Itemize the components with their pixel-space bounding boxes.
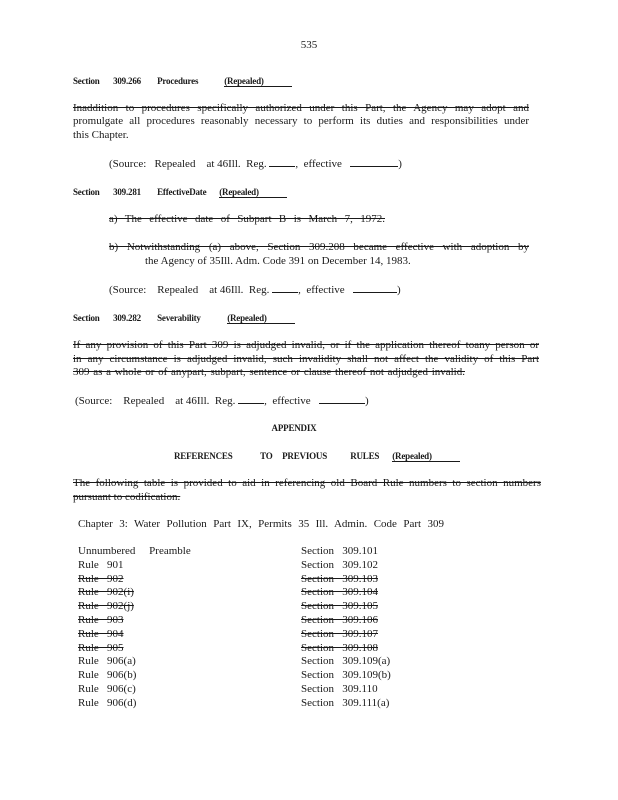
table-row xyxy=(78,669,498,683)
section-title: Effective xyxy=(157,187,190,197)
section-number: 309.266 xyxy=(113,76,141,86)
old-rule-cell: Rule 906(a) xyxy=(78,655,136,668)
section-309-281-heading xyxy=(73,187,287,198)
old-rule-cell: Rule 902(j) xyxy=(78,600,134,613)
text-line: a) The effective date of Subpart B is March 7, 1972. xyxy=(109,213,385,225)
text-line: pursuant to codification. xyxy=(73,490,181,503)
old-rule-cell: Rule 906(d) xyxy=(78,696,137,709)
repealed-status: (Repealed) xyxy=(227,313,295,324)
source-effective: effective xyxy=(303,158,342,170)
table-row xyxy=(78,600,498,614)
subheading-word: TO xyxy=(260,451,273,461)
table-row xyxy=(78,586,498,600)
source-close: ) xyxy=(364,395,369,407)
source-effective: effective xyxy=(272,395,311,407)
item-b-line-1 xyxy=(109,241,529,255)
new-section-cell: Section 309.109(a) xyxy=(301,655,391,668)
section-word: Section xyxy=(73,76,100,86)
section-title: Severability xyxy=(157,313,201,323)
text-line: Chapter 3: Water Pollution Part IX, Permits 35 Ill. Admin. Code Part 309 xyxy=(78,518,444,530)
source-close: ) xyxy=(396,284,401,296)
section-309-266-text-2 xyxy=(73,115,529,142)
section-word: Section xyxy=(73,313,100,323)
new-section-cell: Section 309.108 xyxy=(301,641,378,654)
text-line: b) Notwithstanding (a) above, Section 309.208 became effective with adoption by xyxy=(109,241,529,253)
old-rule-cell: Rule 906(c) xyxy=(78,682,136,695)
new-section-cell: Section 309.111(a) xyxy=(301,696,390,709)
old-rule-cell: Rule 903 xyxy=(78,613,124,626)
table-row xyxy=(78,683,498,697)
source-reg: Reg. xyxy=(248,284,270,296)
blank-line xyxy=(319,394,365,404)
section-number: 309.282 xyxy=(113,313,141,323)
appendix-intro xyxy=(73,477,541,504)
blank-line xyxy=(269,157,295,167)
table-row xyxy=(78,614,498,628)
section-309-282-heading xyxy=(73,313,295,324)
old-rule-cell: Rule 902(i) xyxy=(78,586,134,599)
table-row xyxy=(78,545,498,559)
old-rule-cell: Rule 902 xyxy=(78,572,124,585)
old-rule-cell: Unnumbered Preamble xyxy=(78,545,191,557)
section-number: 309.281 xyxy=(113,187,141,197)
table-row xyxy=(78,655,498,669)
old-rule-cell: Rule 901 xyxy=(78,558,124,571)
page-number: 535 xyxy=(300,39,318,51)
text-line: promulgate all procedures reasonably necessary to perform its duties and responsibilities under xyxy=(73,115,529,127)
source-volume: at 46Ill. xyxy=(206,158,241,170)
source-reg: Reg. xyxy=(214,395,236,407)
new-section-cell: Section 309.106 xyxy=(301,613,378,626)
subheading-word: RULES xyxy=(350,451,380,461)
source-volume: at 46Ill. xyxy=(175,395,210,407)
subheading-word: REFERENCES xyxy=(174,451,233,461)
text-line: this Chapter. xyxy=(73,128,129,141)
old-rule-cell: Rule 904 xyxy=(78,627,124,640)
appendix-subheading xyxy=(174,451,460,462)
table-row xyxy=(78,642,498,656)
new-section-cell: Section 309.105 xyxy=(301,600,378,613)
new-section-cell: Section 309.102 xyxy=(301,558,378,571)
subheading-word: PREVIOUS xyxy=(282,451,328,461)
new-section-cell: Section 309.110 xyxy=(301,682,378,695)
source-label: (Source: xyxy=(109,284,147,296)
text-line: 309 as a whole or of anypart, subpart, sentence or clause thereof not adjudged invalid. xyxy=(73,366,465,378)
source-close: ) xyxy=(398,158,402,170)
blank-line xyxy=(272,283,298,293)
text-line: Inaddition to procedures specifically authorized under this Part, the Agency may adopt and xyxy=(73,102,529,114)
repealed-status: (Repealed) xyxy=(224,76,292,87)
section-309-266-heading xyxy=(73,76,292,87)
source-effective: effective xyxy=(306,284,345,296)
blank-line xyxy=(238,394,264,404)
text-line: in any circumstance is adjudged invalid, such invalidity shall not affect the validity of this Part xyxy=(73,352,539,365)
blank-line xyxy=(350,157,398,167)
source-reg: Reg. xyxy=(246,158,267,170)
section-word: Section xyxy=(73,187,100,197)
item-b-line-2: the Agency of 35Ill. Adm. Code 391 on December 14, 1983. xyxy=(145,255,411,267)
source-note-2: (Source: Repealed at 46Ill. Reg. , effective ) xyxy=(109,284,401,296)
chapter-line xyxy=(78,518,444,532)
source-label: (Source: xyxy=(75,395,113,407)
appendix-heading: APPENDIX xyxy=(271,423,317,433)
item-a xyxy=(109,213,385,227)
repealed-status: (Repealed) xyxy=(392,451,460,462)
table-row xyxy=(78,628,498,642)
source-note-1: (Source: Repealed at 46Ill. Reg. , effective ) xyxy=(109,158,402,170)
source-note-3: (Source: Repealed at 46Ill. Reg. , effective ) xyxy=(75,395,369,407)
section-title-2: Date xyxy=(189,187,207,197)
new-section-cell: Section 309.104 xyxy=(301,586,378,599)
table-row xyxy=(78,697,498,711)
new-section-cell: Section 309.101 xyxy=(301,545,378,557)
text-line: If any provision of this Part 309 is adjudged invalid, or if the application thereof toany person or xyxy=(73,339,539,351)
source-volume: at 46Ill. xyxy=(209,284,244,296)
new-section-cell: Section 309.103 xyxy=(301,572,378,585)
new-section-cell: Section 309.107 xyxy=(301,627,378,640)
source-repealed: Repealed xyxy=(157,284,199,296)
source-repealed: Repealed xyxy=(123,395,165,407)
source-label: (Source: xyxy=(109,158,147,170)
table-row xyxy=(78,559,498,573)
repealed-status: (Repealed) xyxy=(219,187,287,198)
reference-table xyxy=(78,545,498,711)
section-title: Procedures xyxy=(157,76,199,86)
new-section-cell: Section 309.109(b) xyxy=(301,669,391,682)
table-row xyxy=(78,573,498,587)
text-line: The following table is provided to aid in referencing old Board Rule numbers to section numbers xyxy=(73,477,541,489)
source-repealed: Repealed xyxy=(154,158,196,170)
old-rule-cell: Rule 905 xyxy=(78,641,124,654)
section-309-282-text xyxy=(73,339,539,366)
section-309-266-text xyxy=(73,102,529,116)
old-rule-cell: Rule 906(b) xyxy=(78,669,137,682)
section-309-282-text-3 xyxy=(73,366,465,380)
blank-line xyxy=(353,283,397,293)
